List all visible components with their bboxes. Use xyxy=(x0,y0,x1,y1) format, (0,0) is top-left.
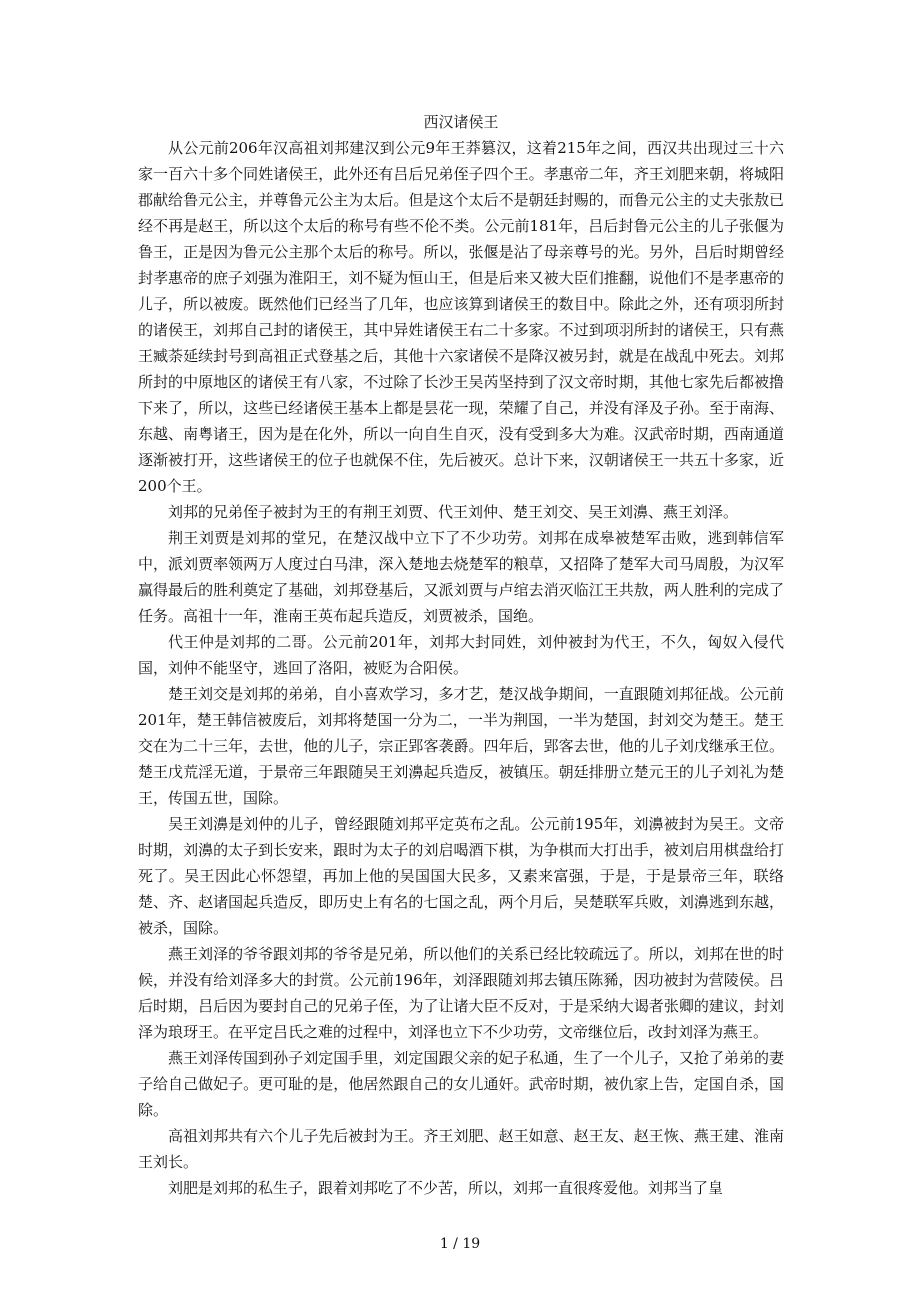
document-title: 西汉诸侯王 xyxy=(423,113,499,131)
paragraph-gaozu-sons: 高祖刘邦共有六个儿子先后被封为王。齐王刘肥、赵王如意、赵王友、赵王恢、燕王建、淮南王刘长。 xyxy=(138,1127,784,1171)
paragraph-yan-successor: 燕王刘泽传国到孙子刘定国手里，刘定国跟父亲的妃子私通，生了一个儿子，又抢了弟弟的妻子给自己做妃子。更可耻的是，他居然跟自己的女儿通奸。武帝时期，被仇家上告，定国自杀，国除。 xyxy=(138,1049,784,1119)
document-body xyxy=(138,109,784,1201)
paragraph-yan-wang: 燕王刘泽的爷爷跟刘邦的爷爷是兄弟，所以他们的关系已经比较疏远了。所以，刘邦在世的时候，并没有给刘泽多大的封赏。公元前196年，刘泽跟随刘邦去镇压陈豨，因功被封为营陵侯。吕后时期，吕后因为要封自己的兄弟子侄，为了让诸大臣不反对，于是采纳大谒者张卿的建议，封刘泽为琅玡王。在平定吕氏之难的过程中，刘泽也立下不少功劳，文帝继位后，改封刘泽为燕王。 xyxy=(138,945,784,1041)
paragraph-wu-wang: 吴王刘濞是刘仲的儿子，曾经跟随刘邦平定英布之乱。公元前195年，刘濞被封为吴王。文帝时期，刘濞的太子到长安来，跟时为太子的刘启喝酒下棋，为争棋而大打出手，被刘启用棋盘给打死了。吴王因此心怀怨望，再加上他的吴国国大民多，又素来富强，于是，于是景帝三年，联络楚、齐、赵诸国起兵造反，即历史上有名的七国之乱，两个月后，吴楚联军兵败，刘濞逃到东越，被杀，国除。 xyxy=(138,815,784,937)
paragraph-jing-wang: 荆王刘贾是刘邦的堂兄，在楚汉战中立下了不少功劳。刘邦在成皋被楚军击败，逃到韩信军中，派刘贾率领两万人度过白马津，深入楚地去烧楚军的粮草，又招降了楚军大司马周殷，为汉军赢得最后的胜利奠定了基础，刘邦登基后，又派刘贾与卢绾去消灭临江王共敖，两人胜利的完成了任务。高祖十一年，淮南王英布起兵造反，刘贾被杀，国绝。 xyxy=(138,529,784,625)
paragraph-intro: 从公元前206年汉高祖刘邦建汉到公元9年王莽篡汉，这着215年之间，西汉共出现过三十六家一百六十多个同姓诸侯王，此外还有吕后兄弟侄子四个王。孝惠帝二年，齐王刘肥来朝，将城阳郡献给鲁元公主，并尊鲁元公主为太后。但是这个太后不是朝廷封赐的，而鲁元公主的丈夫张敖已经不再是赵王，所以这个太后的称号有些不伦不类。公元前181年，吕后封鲁元公主的儿子张偃为鲁王，正是因为鲁元公主那个太后的称号。所以，张偃是沾了母亲尊号的光。另外，吕后时期曾经封孝惠帝的庶子刘强为淮阳王，刘不疑为恒山王，但是后来又被大臣们推翻，说他们不是孝惠帝的儿子，所以被废。既然他们已经当了几年，也应该算到诸侯王的数目中。除此之外，还有项羽所封的诸侯王，刘邦自己封的诸侯王，其中异姓诸侯王右二十多家。不过到项羽所封的诸侯王，只有燕王臧荼延续封号到高祖正式登基之后，其他十六家诸侯不是降汉被另封，就是在战乱中死去。刘邦所封的中原地区的诸侯王有八家，不过除了长沙王吴芮坚持到了汉文帝时期，其他七家先后都被撸下来了，所以，这些已经诸侯王基本上都是昙花一现，荣耀了自己，并没有泽及子孙。至于南海、东越、南粤诸王，因为是在化外，所以一向自生自灭，没有受到多大为难。汉武帝时期，西南通道逐渐被打开，这些诸侯王的位子也就保不住，先后被灭。总计下来，汉朝诸侯王一共五十多家，近200个王。 xyxy=(138,139,784,495)
paragraph-kin-kings: 刘邦的兄弟侄子被封为王的有荆王刘贾、代王刘仲、楚王刘交、吴王刘濞、燕王刘泽。 xyxy=(168,503,739,521)
paragraph-liu-fei: 刘肥是刘邦的私生子，跟着刘邦吃了不少苦，所以，刘邦一直很疼爱他。刘邦当了皇 xyxy=(168,1179,724,1197)
paragraph-chu-wang: 楚王刘交是刘邦的弟弟，自小喜欢学习，多才艺，楚汉战争期间，一直跟随刘邦征战。公元前201年，楚王韩信被废后，刘邦将楚国一分为二，一半为荆国，一半为楚国，封刘交为楚王。楚王交在为二十三年，去世，他的儿子，宗正郢客袭爵。四年后，郢客去世，他的儿子刘戊继承王位。楚王戊荒淫无道，于景帝三年跟随吴王刘濞起兵造反，被镇压。朝廷排册立楚元王的儿子刘礼为楚王，传国五世，国除。 xyxy=(138,685,784,807)
paragraph-dai-wang: 代王仲是刘邦的二哥。公元前201年，刘邦大封同姓，刘仲被封为代王，不久，匈奴入侵代国，刘仲不能坚守，逃回了洛阳，被贬为合阳侯。 xyxy=(138,633,784,677)
page-number: 1 / 19 xyxy=(439,1236,481,1252)
